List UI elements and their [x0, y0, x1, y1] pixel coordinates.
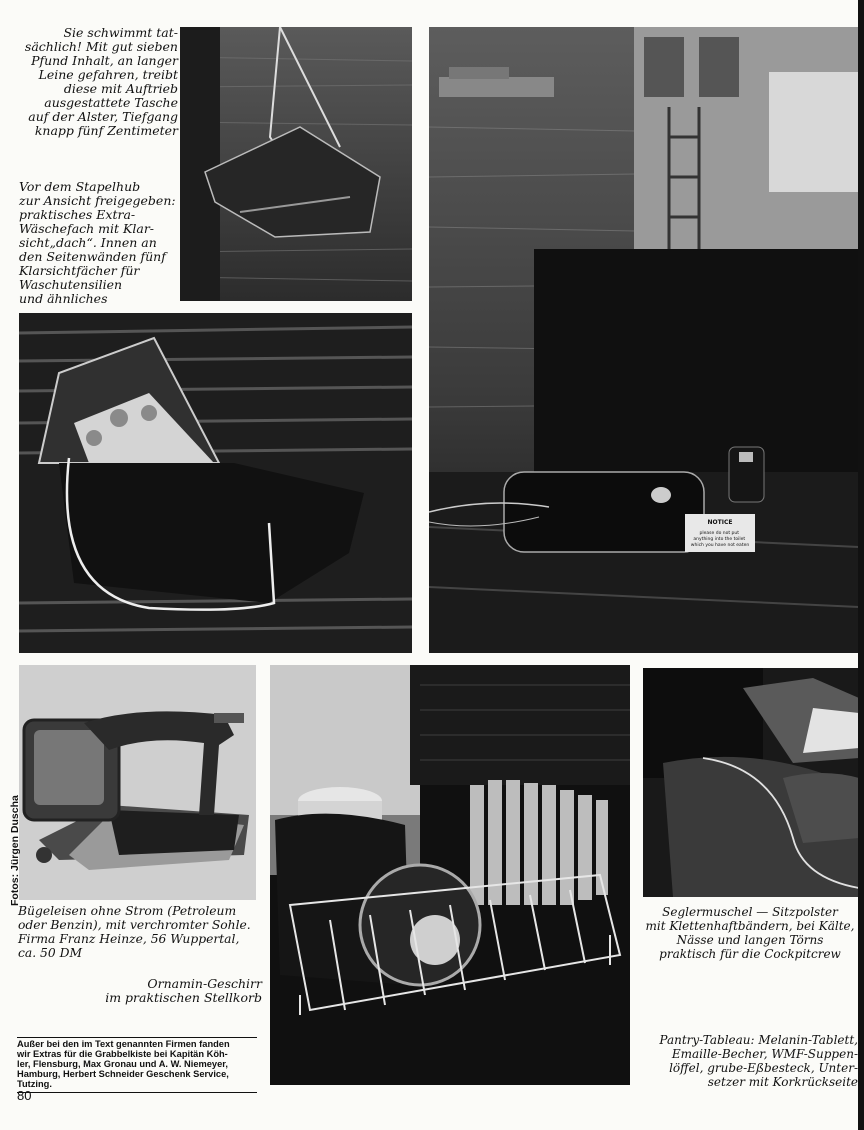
photo-iron — [19, 665, 256, 900]
caption-pantry: Pantry-Tableau: Melanin-Tablett, Emaille-Becher, WMF-Suppen- löffel, grube-Eßbesteck, Unter- setzer mit Korkrückseite — [659, 1033, 858, 1089]
photo-seat-cushion — [643, 668, 859, 897]
photo-laundry-bag — [19, 313, 412, 653]
caption-cushion: Seglermuschel — Sitzpolster mit Klettenhaftbändern, bei Kälte, Nässe und langen Törns praktisch für die Cockpitcrew — [645, 905, 855, 961]
notice-line: anything into the toilet — [693, 537, 746, 542]
caption-dishes: Ornamin-Geschirr im praktischen Stellkorb — [105, 976, 262, 1005]
photo-floating-bag — [180, 27, 412, 301]
photo-harbour-scene — [429, 27, 859, 653]
photo-dish-rack — [270, 665, 630, 1085]
notice-line: please do not put — [699, 531, 740, 536]
caption-laundry-bag: Vor dem Stapelhub zur Ansicht freigegeben: praktisches Extra- Wäschefach mit Klar- sicht„dach“. Innen an den Seitenwänden fünf Klarsichtfächer für Waschutensilien und ähnliches — [19, 179, 176, 306]
caption-iron: Bügeleisen ohne Strom (Petroleum oder Benzin), mit verchromter Sohle. Firma Franz Heinze, 56 Wuppertal, ca. 50 DM — [18, 904, 251, 960]
page-edge — [858, 0, 864, 1130]
page-number: 80 — [17, 1088, 32, 1103]
caption-floating-bag: Sie schwimmt tat- sächlich! Mit gut sieben Pfund Inhalt, an langer Leine gefahren, treibt diese mit Auftrieb ausgestattete Tasche auf der Alster, Tiefgang knapp fünf Zentimeter — [24, 25, 178, 138]
photo-credit: Fotos: Jürgen Duscha — [9, 795, 21, 906]
footnote: Außer bei den im Text genannten Firmen fanden wir Extras für die Grabbelkiste bei Kapitän Köh- ler, Flensburg, Max Gronau und A. W. Niemeyer, Hamburg, Herbert Schneider Geschenk Service, Tutzing. — [17, 1037, 257, 1093]
notice-label: NOTICE — [707, 519, 733, 526]
notice-line: which you have not eaten — [690, 543, 750, 548]
